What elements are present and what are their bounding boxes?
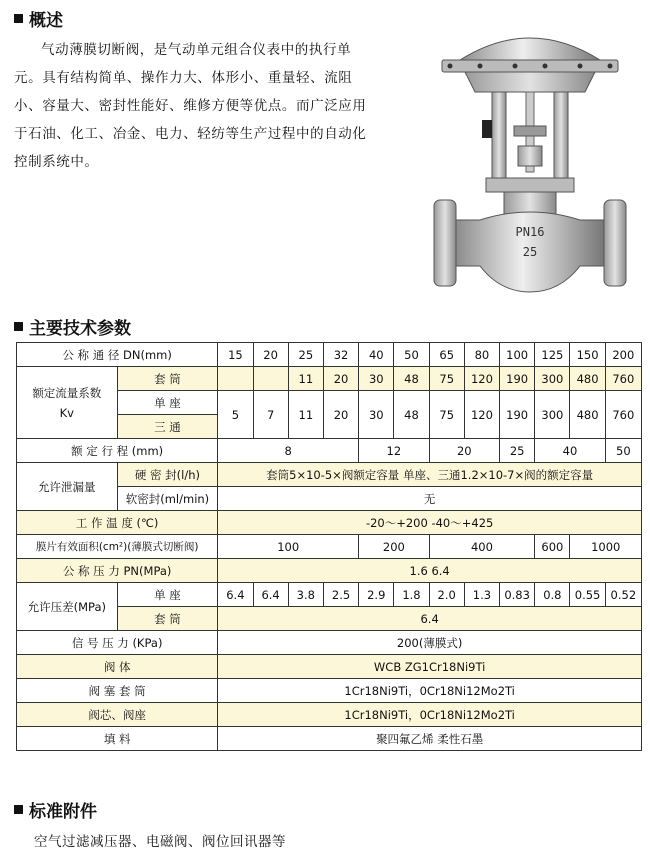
cell-dn: 200 (605, 343, 641, 367)
row-core-seat (17, 703, 642, 727)
row-dp-single (17, 583, 642, 607)
cell-dn-label: 公 称 通 径 DN(mm) (17, 343, 218, 367)
cell-soft-seal-label: 软密封(ml/min) (117, 487, 218, 511)
cell-packing-value: 聚四氟乙烯 柔性石墨 (218, 727, 642, 751)
row-temp (17, 511, 642, 535)
cell-dp: 6.4 (218, 583, 253, 607)
cell-temp-label: 工 作 温 度 (℃) (17, 511, 218, 535)
section-title: 主要技术参数 (29, 319, 131, 339)
cell-single-label: 单 座 (117, 391, 218, 415)
square-bullet-icon (14, 322, 23, 331)
cell-dp: 2.9 (359, 583, 394, 607)
cell-dp: 0.8 (535, 583, 570, 607)
pneumatic-valve-image (420, 8, 640, 298)
cell-dn: 100 (500, 343, 535, 367)
cell-dp: 3.8 (288, 583, 323, 607)
row-packing (17, 727, 642, 751)
cell-area: 100 (218, 535, 359, 559)
cell-dp: 0.52 (605, 583, 641, 607)
cell-kv: 75 (429, 391, 464, 439)
cell-hard-seal-value: 套筒5×10-5×阀额定容量 单座、三通1.2×10-7×阀的额定容量 (218, 463, 642, 487)
row-stroke (17, 439, 642, 463)
cell-kv: 480 (570, 391, 605, 439)
cell-soft-seal-value: 无 (218, 487, 642, 511)
cell-plug-sleeve-value: 1Cr18Ni9Ti，0Cr18Ni12Mo2Ti (218, 679, 642, 703)
cell-stroke: 50 (605, 439, 641, 463)
cell-kv-label: 额定流量系数 Kv (17, 367, 118, 439)
cell-kv: 75 (429, 367, 464, 391)
cell-kv: 11 (288, 391, 323, 439)
cell-dn: 25 (288, 343, 323, 367)
cell-kv: 300 (535, 367, 570, 391)
row-pn (17, 559, 642, 583)
cell-area: 1000 (570, 535, 642, 559)
cell-dn: 80 (464, 343, 499, 367)
cell-core-seat-value: 1Cr18Ni9Ti，0Cr18Ni12Mo2Ti (218, 703, 642, 727)
cell-kv: 760 (605, 367, 641, 391)
section-heading-accessories (14, 797, 97, 822)
square-bullet-icon (14, 805, 23, 814)
cell-area: 600 (535, 535, 570, 559)
valve-pn-marking: PN16 (515, 225, 545, 239)
row-signal (17, 631, 642, 655)
accessories-text: 空气过滤减压器、电磁阀、阀位回讯器等 (34, 834, 286, 850)
cell-kv: 48 (394, 367, 429, 391)
cell-pn-value: 1.6 6.4 (218, 559, 642, 583)
row-area (17, 535, 642, 559)
cell-signal-label: 信 号 压 力 (KPa) (17, 631, 218, 655)
cell-body-label: 阀 体 (17, 655, 218, 679)
cell-area: 400 (429, 535, 535, 559)
cell-stroke: 12 (359, 439, 429, 463)
cell-kv: 190 (500, 391, 535, 439)
cell-stroke: 25 (500, 439, 535, 463)
cell-kv: 120 (464, 391, 499, 439)
cell-kv: 480 (570, 367, 605, 391)
cell-area-label: 膜片有效面积(cm²)(薄膜式切断阀) (17, 535, 218, 559)
cell-dn: 15 (218, 343, 253, 367)
cell-kv: 760 (605, 391, 641, 439)
row-kv-sleeve (17, 367, 642, 391)
cell-kv (253, 367, 288, 391)
cell-kv: 11 (288, 367, 323, 391)
cell-dn: 125 (535, 343, 570, 367)
cell-dp: 1.8 (394, 583, 429, 607)
cell-kv: 20 (323, 391, 358, 439)
cell-core-seat-label: 阀芯、阀座 (17, 703, 218, 727)
cell-dn: 50 (394, 343, 429, 367)
cell-plug-sleeve-label: 阀 塞 套 筒 (17, 679, 218, 703)
cell-temp-value: -20～+200 -40～+425 (218, 511, 642, 535)
section-heading-overview (14, 6, 63, 31)
cell-kv: 120 (464, 367, 499, 391)
cell-dp-sleeve-label: 套 筒 (117, 607, 218, 631)
cell-hard-seal-label: 硬 密 封(l/h) (117, 463, 218, 487)
cell-dp: 2.0 (429, 583, 464, 607)
cell-three-label: 三 通 (117, 415, 218, 439)
cell-dp: 0.55 (570, 583, 605, 607)
cell-pn-label: 公 称 压 力 PN(MPa) (17, 559, 218, 583)
cell-stroke: 20 (429, 439, 499, 463)
cell-packing-label: 填 料 (17, 727, 218, 751)
row-body (17, 655, 642, 679)
cell-body-value: WCB ZG1Cr18Ni9Ti (218, 655, 642, 679)
section-title: 概述 (29, 11, 63, 31)
intro-paragraph: 气动薄膜切断阀，是气动单元组合仪表中的执行单元。具有结构简单、操作力大、体形小、重量轻、流阻小、容量大、密封性能好、维修方便等优点。而广泛应用于石油、化工、冶金、电力、轻纺等生产过程中的自动化控制系统中。 (14, 42, 367, 170)
cell-sleeve-label: 套 筒 (117, 367, 218, 391)
section-heading-main-params (14, 314, 131, 339)
cell-kv: 20 (323, 367, 358, 391)
cell-kv: 30 (359, 391, 394, 439)
cell-kv: 48 (394, 391, 429, 439)
cell-dp: 6.4 (253, 583, 288, 607)
cell-dp-label: 允许压差(MPa) (17, 583, 118, 631)
cell-dp: 2.5 (323, 583, 358, 607)
cell-stroke: 40 (535, 439, 605, 463)
cell-dn: 65 (429, 343, 464, 367)
cell-dn: 20 (253, 343, 288, 367)
cell-signal-value: 200(薄膜式) (218, 631, 642, 655)
square-bullet-icon (14, 14, 23, 23)
section-title: 标准附件 (29, 802, 97, 822)
cell-dn: 32 (323, 343, 358, 367)
cell-kv: 7 (253, 391, 288, 439)
cell-dp-single-label: 单 座 (117, 583, 218, 607)
row-leak-hard (17, 463, 642, 487)
cell-kv: 30 (359, 367, 394, 391)
cell-kv: 5 (218, 391, 253, 439)
cell-area: 200 (359, 535, 429, 559)
cell-leak-label: 允许泄漏量 (17, 463, 118, 511)
cell-stroke-label: 额 定 行 程 (mm) (17, 439, 218, 463)
cell-dn: 40 (359, 343, 394, 367)
cell-dp: 1.3 (464, 583, 499, 607)
spec-table (16, 342, 642, 751)
cell-kv (218, 367, 253, 391)
cell-dp: 0.83 (500, 583, 535, 607)
cell-dp-sleeve-value: 6.4 (218, 607, 642, 631)
cell-kv: 300 (535, 391, 570, 439)
row-plug-sleeve (17, 679, 642, 703)
cell-kv: 190 (500, 367, 535, 391)
cell-stroke: 8 (218, 439, 359, 463)
valve-dn-marking: 25 (522, 245, 538, 259)
row-dn (17, 343, 642, 367)
cell-dn: 150 (570, 343, 605, 367)
